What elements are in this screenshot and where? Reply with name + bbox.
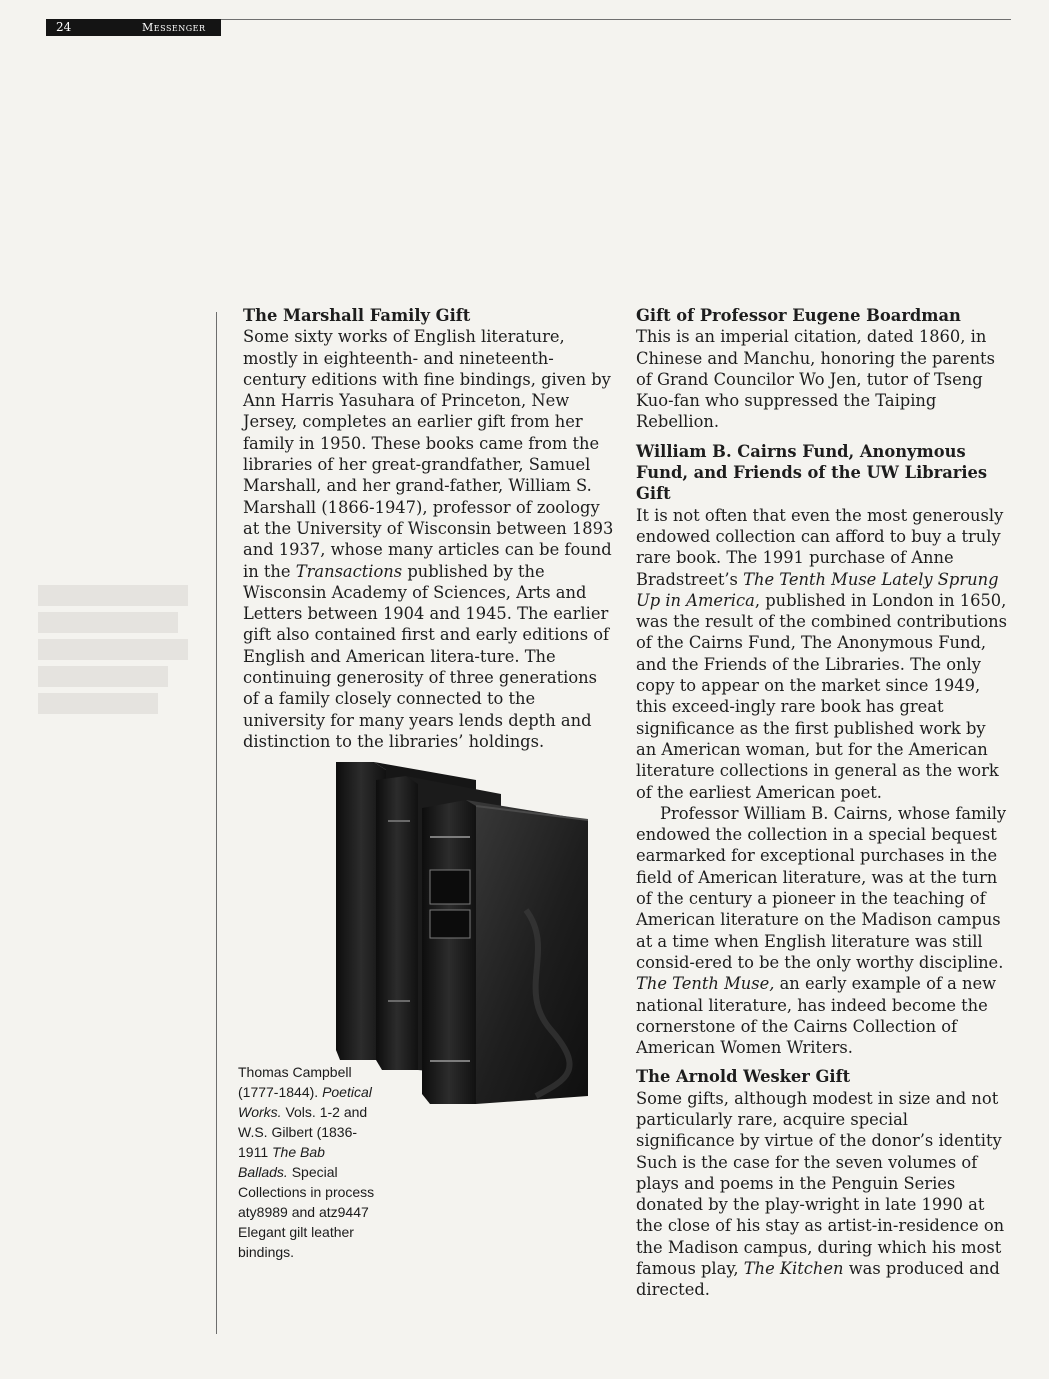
show-through-left bbox=[38, 585, 198, 714]
wesker-text: Some gifts, although modest in size and not particularly rare, acquire special significance by virtue of the donor’s identity Such is the case for the seven volumes of plays and poems in the Penguin Series donated by the play-wright in late 1990 at the close of his stay as artist-in-residence on the Madison campus, during which his most famous play, The Kitchen was produced and directed. bbox=[636, 1088, 1005, 1300]
header-bar bbox=[46, 19, 221, 36]
books-photo bbox=[326, 760, 588, 1106]
marshall-text: Some sixty works of English literature, mostly in eighteenth- and nineteenth-century editions with fine bindings, given by Ann Harris Yasuhara of Princeton, New Jersey, completes an earlier gift from her family in 1950. These books came from the libraries of her great-grandfather, Samuel Marshall, and her grand-father, William S. Marshall (1866-1947), professor of zoology at the University of Wisconsin between 1893 and 1937, whose many articles can be found in the Transactions published by the Wisconsin Academy of Sciences, Arts and Letters between 1904 and 1945. The earlier gift also contained first and early editions of English and American litera-ture. The continuing generosity of three generations of a family closely connected to the university for many years lends depth and distinction to the libraries’ holdings. bbox=[243, 327, 614, 751]
marshall-title: The Marshall Family Gift bbox=[243, 306, 471, 325]
journal-title: Messenger bbox=[142, 21, 206, 34]
header-rule bbox=[221, 19, 1011, 20]
boardman-text: This is an imperial citation, dated 1860, in Chinese and Manchu, honoring the parents of Grand Councilor Wo Jen, tutor of Tseng Kuo-fan who suppressed the Taiping Rebellion. bbox=[636, 327, 995, 432]
cairns-title: William B. Cairns Fund, Anonymous Fund, and Friends of the UW Libraries Gift bbox=[636, 441, 988, 504]
column-rule bbox=[216, 312, 217, 1334]
cairns-paragraph-2: Professor William B. Cairns, whose family endowed the collection in a special bequest earmarked for exceptional purchases in the field of American literature, was at the turn of the century a pioneer in the teaching of American literature on the Madison campus at a time when English literature was still consid-ered to be the only worthy discipline. The Tenth Muse, an early example of a new national literature, has indeed become the cornerstone of the Cairns Collection of American Women Writers. bbox=[636, 803, 1007, 1058]
boardman-title: Gift of Professor Eugene Boardman bbox=[636, 306, 961, 325]
wesker-title: The Arnold Wesker Gift bbox=[636, 1067, 851, 1087]
cairns-paragraph-1: It is not often that even the most generously endowed collection can afford to buy a truly rare book. The 1991 purchase of Anne Bradstreet’s The Tenth Muse Lately Sprung Up in America, published in London in 1650, was the result of the combined contributions of the Cairns Fund, The Anonymous Fund, and the Friends of the Libraries. The only copy to appear on the market since 1949, this exceed-ingly rare book has great significance as the first published work by an American woman, but for the American literature collections in general as the work of the earliest American poet. bbox=[636, 505, 1007, 802]
front-book bbox=[422, 800, 588, 1104]
left-column bbox=[243, 305, 617, 752]
page-number: 24 bbox=[56, 20, 72, 34]
right-column bbox=[636, 305, 1009, 1301]
photo-caption: Thomas Campbell (1777-1844). Poetical Works. Vols. 1-2 and W.S. Gilbert (1836-1911 The Bab Ballads. Special Collections in process aty8989 and atz9447 Elegant gilt leather bindings. bbox=[238, 1064, 375, 1260]
